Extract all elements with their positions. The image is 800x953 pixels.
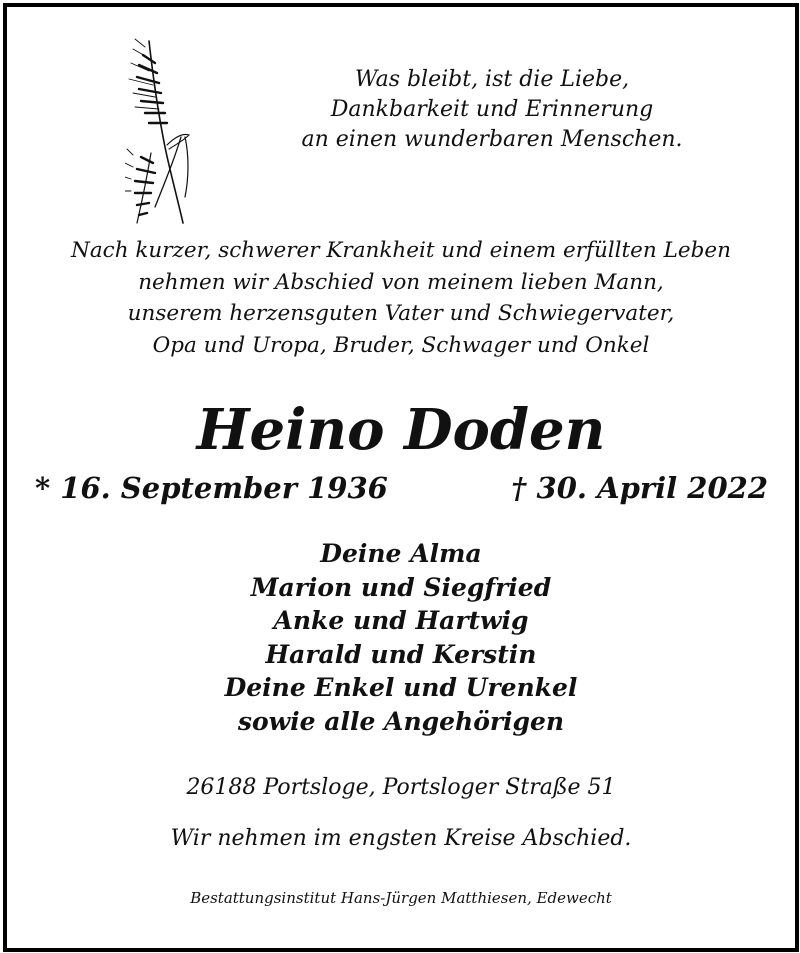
memorial-quote <box>257 65 727 155</box>
intro-line: Nach kurzer, schwerer Krankheit und einem erfüllten Leben <box>71 238 731 263</box>
quote-line: Was bleibt, ist die Liebe, <box>354 67 630 92</box>
deceased-name: Heino Doden <box>196 397 606 463</box>
funeral-note: Wir nehmen im engsten Kreise Abschied. <box>170 826 632 851</box>
address: 26188 Portsloge, Portsloger Straße 51 <box>186 775 616 800</box>
funeral-home: Bestattungsinstitut Hans-Jürgen Matthiesen, Edewecht <box>190 889 612 907</box>
signatories <box>7 537 795 738</box>
intro-line: unserem herzensguten Vater und Schwiegervater, <box>127 301 675 326</box>
birth-date: * 16. September 1936 <box>35 471 388 505</box>
signatory-line: Harald und Kerstin <box>265 639 537 669</box>
signatory-line: Anke und Hartwig <box>273 606 529 635</box>
wheat-stalk-icon <box>125 37 197 227</box>
signatory-line: Deine Alma <box>320 539 482 568</box>
intro-line: Opa und Uropa, Bruder, Schwager und Onkel <box>152 332 650 358</box>
obituary-notice <box>3 3 799 952</box>
signatory-line: Deine Enkel und Urenkel <box>224 673 578 702</box>
death-date: † 30. April 2022 <box>511 471 768 505</box>
signatory-line: sowie alle Angehörigen <box>237 706 565 736</box>
quote-line: an einen wunderbaren Menschen. <box>301 127 683 152</box>
signatory-line: Marion und Siegfried <box>250 572 552 602</box>
quote-line: Dankbarkeit und Erinnerung <box>330 97 654 122</box>
intro-text <box>7 235 795 361</box>
intro-line: nehmen wir Abschied von meinem lieben Mann, <box>138 269 664 295</box>
